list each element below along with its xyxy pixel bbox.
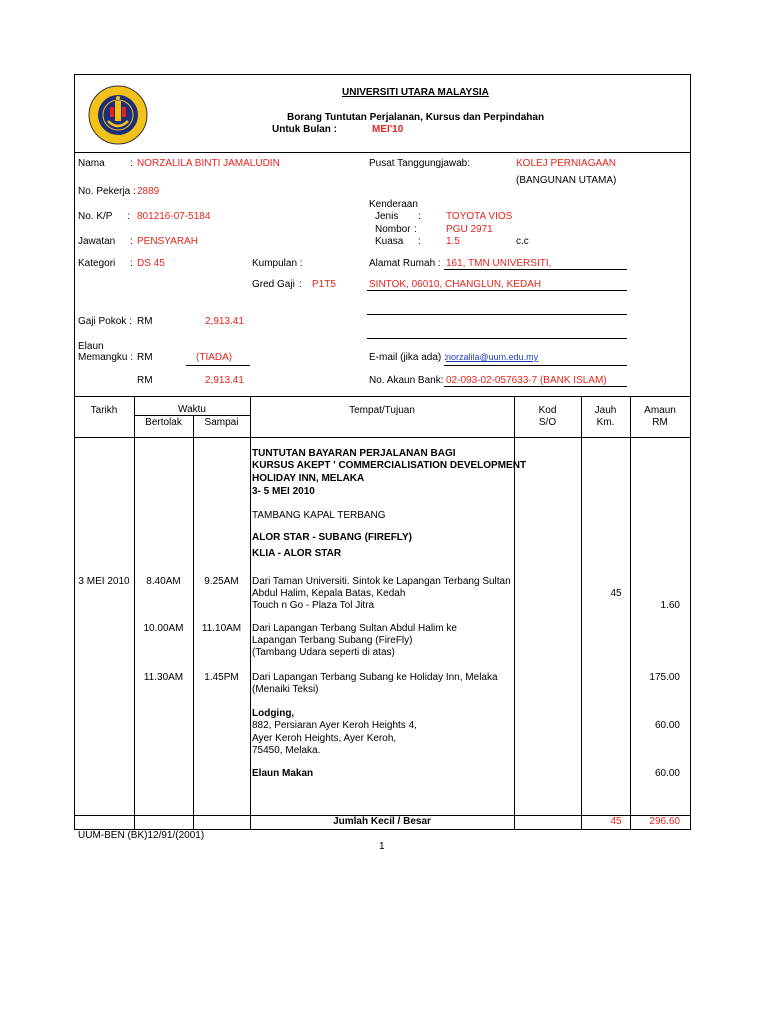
jawatan-sep: : xyxy=(130,236,133,247)
no-pekerja-value: 2889 xyxy=(137,186,160,197)
header-jauh-2: Km. xyxy=(596,417,615,428)
row-1-sampai: 9.25AM xyxy=(204,576,239,587)
kuasa-value: 1.5 xyxy=(446,236,460,247)
table-header-bottom xyxy=(74,437,691,438)
email-value[interactable]: norzalila@uum.edu.my xyxy=(446,352,539,362)
row-2-desc-1: Dari Lapangan Terbang Sultan Abdul Halim ke xyxy=(252,623,457,634)
nombor-label: Nombor xyxy=(375,224,411,235)
lodging-title: Lodging, xyxy=(252,708,295,719)
col-line-2 xyxy=(193,415,194,829)
intro-tambang: TAMBANG KAPAL TERBANG xyxy=(252,510,386,521)
form-code: UUM-BEN (BK)12/91/(2001) xyxy=(78,830,205,841)
kumpulan-label: Kumpulan : xyxy=(252,258,303,269)
total-label: Jumlah Kecil / Besar xyxy=(333,816,431,827)
elaun-label-1: Elaun xyxy=(78,341,104,352)
email-label: E-mail (jika ada) : xyxy=(369,352,447,363)
kuasa-label: Kuasa xyxy=(375,236,404,247)
gred-gaji-label: Gred Gaji xyxy=(252,279,295,290)
header-divider xyxy=(74,152,691,153)
header-tarikh: Tarikh xyxy=(90,405,118,416)
row-3-bertolak: 11.30AM xyxy=(143,672,184,683)
gred-gaji-value: P1T5 xyxy=(312,279,336,290)
akaun-label: No. Akaun Bank: xyxy=(369,375,444,386)
elaun-currency: RM xyxy=(137,352,153,363)
form-title: Borang Tuntutan Perjalanan, Kursus dan Perpindahan xyxy=(287,112,545,123)
col-line-6 xyxy=(630,396,631,829)
row-3-desc-1: Dari Lapangan Terbang Subang ke Holiday Inn, Melaka xyxy=(252,672,498,683)
header-kod-1: Kod xyxy=(538,405,557,416)
month-value: MEI'10 xyxy=(372,124,404,135)
intro-route-2: KLIA - ALOR STAR xyxy=(252,548,342,559)
col-line-1 xyxy=(134,396,135,829)
elaun-value: (TIADA) xyxy=(196,352,233,363)
month-label: Untuk Bulan : xyxy=(272,124,337,135)
header-sampai: Sampai xyxy=(204,417,239,428)
university-name: UNIVERSITI UTARA MALAYSIA xyxy=(342,87,489,98)
pusat-sub: (BANGUNAN UTAMA) xyxy=(516,175,617,186)
frame-top xyxy=(74,74,691,75)
frame-left xyxy=(74,74,75,830)
nama-value: NORZALILA BINTI JAMALUDIN xyxy=(137,158,280,169)
jenis-sep: : xyxy=(418,211,421,222)
email-underline xyxy=(444,365,627,366)
row-1-desc-2: Abdul Halim, Kepala Batas, Kedah xyxy=(252,588,406,599)
alamat-underline-2 xyxy=(367,290,627,291)
row-1-tarikh: 3 MEI 2010 xyxy=(78,576,130,587)
kuasa-sep: : xyxy=(418,236,421,247)
nama-sep: : xyxy=(130,158,133,169)
elaun-label-2: Memangku : xyxy=(78,352,134,363)
header-bertolak: Bertolak xyxy=(145,417,182,428)
intro-line-1: TUNTUTAN BAYARAN PERJALANAN BAGI xyxy=(252,448,456,459)
nombor-value: PGU 2971 xyxy=(446,224,493,235)
row-1-desc-3: Touch n Go - Plaza Tol Jitra xyxy=(252,600,375,611)
pusat-value: KOLEJ PERNIAGAAN xyxy=(516,158,617,169)
row-3-sampai: 1.45PM xyxy=(204,672,239,683)
gaji-pokok-label: Gaji Pokok : xyxy=(78,316,132,327)
frame-right xyxy=(690,74,691,830)
gred-gaji-sep: : xyxy=(299,279,302,290)
lodging-line-3: 75450, Melaka. xyxy=(252,745,321,756)
no-kp-label: No. K/P xyxy=(78,211,113,222)
row-1-amaun: 1.60 xyxy=(660,600,680,611)
header-amaun-1: Amaun xyxy=(644,405,676,416)
page-number: 1 xyxy=(379,841,385,852)
gaji-pokok-value: 2,913.41 xyxy=(205,316,244,327)
alamat-line-1: 161, TMN UNIVERSITI, xyxy=(446,258,552,269)
row-1-jauh: 45 xyxy=(610,588,622,599)
jawatan-value: PENSYARAH xyxy=(137,236,198,247)
lodging-line-2: Ayer Keroh Heights, Ayer Keroh, xyxy=(252,733,397,744)
no-kp-value: 801216-07-5184 xyxy=(137,211,211,222)
total-amaun: 296.60 xyxy=(649,816,680,827)
intro-route-1: ALOR STAR - SUBANG (FIREFLY) xyxy=(252,532,412,543)
table-top xyxy=(74,396,691,397)
col-line-5 xyxy=(581,396,582,829)
header-tempat: Tempat/Tujuan xyxy=(349,405,415,416)
kuasa-unit: c.c xyxy=(516,236,529,247)
alamat-underline-4 xyxy=(367,338,627,339)
col-line-3 xyxy=(250,396,251,829)
no-pekerja-label: No. Pekerja : xyxy=(78,186,136,197)
row-1-bertolak: 8.40AM xyxy=(146,576,181,587)
jenis-value: TOYOTA VIOS xyxy=(446,211,513,222)
nombor-sep: : xyxy=(414,224,417,235)
gaji-pokok-currency: RM xyxy=(137,316,153,327)
header-waktu: Waktu xyxy=(178,404,206,415)
row-3-amaun: 175.00 xyxy=(649,672,680,683)
akaun-value: 02-093-02-057633-7 (BANK ISLAM) xyxy=(446,375,607,386)
row-3-desc-2: (Menaiki Teksi) xyxy=(252,684,319,695)
total-currency: RM xyxy=(137,375,153,386)
alamat-underline-1 xyxy=(444,269,627,270)
kategori-value: DS 45 xyxy=(137,258,165,269)
akaun-underline xyxy=(444,386,627,387)
waktu-subdivider xyxy=(134,415,250,416)
row-2-desc-2: Lapangan Terbang Subang (FireFly) xyxy=(252,635,413,646)
alamat-label: Alamat Rumah : xyxy=(369,258,441,269)
pusat-label: Pusat Tanggungjawab: xyxy=(369,158,471,169)
row-2-bertolak: 10.00AM xyxy=(143,623,184,634)
jenis-label: Jenis xyxy=(375,211,399,222)
total-jauh: 45 xyxy=(610,816,622,827)
row-1-desc-1: Dari Taman Universiti. Sintok ke Lapangan Terbang Sultan xyxy=(252,576,511,587)
row-2-sampai: 11.10AM xyxy=(201,623,242,634)
total-salary-value: 2,913.41 xyxy=(205,375,244,386)
header-amaun-2: RM xyxy=(652,417,668,428)
header-jauh-1: Jauh xyxy=(594,405,617,416)
elaun-underline xyxy=(186,365,250,366)
alamat-line-2: SINTOK, 06010, CHANGLUN, KEDAH xyxy=(369,279,542,290)
header-kod-2: S/O xyxy=(538,417,557,428)
lodging-line-1: 882, Persiaran Ayer Keroh Heights 4, xyxy=(252,720,417,731)
jawatan-label: Jawatan xyxy=(78,236,116,247)
intro-line-4: 3- 5 MEI 2010 xyxy=(252,486,315,497)
intro-line-3: HOLIDAY INN, MELAKA xyxy=(252,473,365,484)
kenderaan-label: Kenderaan xyxy=(369,199,418,210)
no-kp-sep: : xyxy=(127,211,130,222)
alamat-underline-3 xyxy=(367,314,627,315)
nama-label: Nama xyxy=(78,158,105,169)
elaun-makan-amaun: 60.00 xyxy=(654,768,680,779)
intro-line-2: KURSUS AKEPT ' COMMERCIALISATION DEVELOPMENT xyxy=(252,460,527,471)
kategori-label: Kategori xyxy=(78,258,116,269)
kategori-sep: : xyxy=(130,258,133,269)
university-logo xyxy=(88,85,148,145)
row-2-desc-3: (Tambang Udara seperti di atas) xyxy=(252,647,395,658)
lodging-amaun: 60.00 xyxy=(654,720,680,731)
elaun-makan-title: Elaun Makan xyxy=(252,768,314,779)
